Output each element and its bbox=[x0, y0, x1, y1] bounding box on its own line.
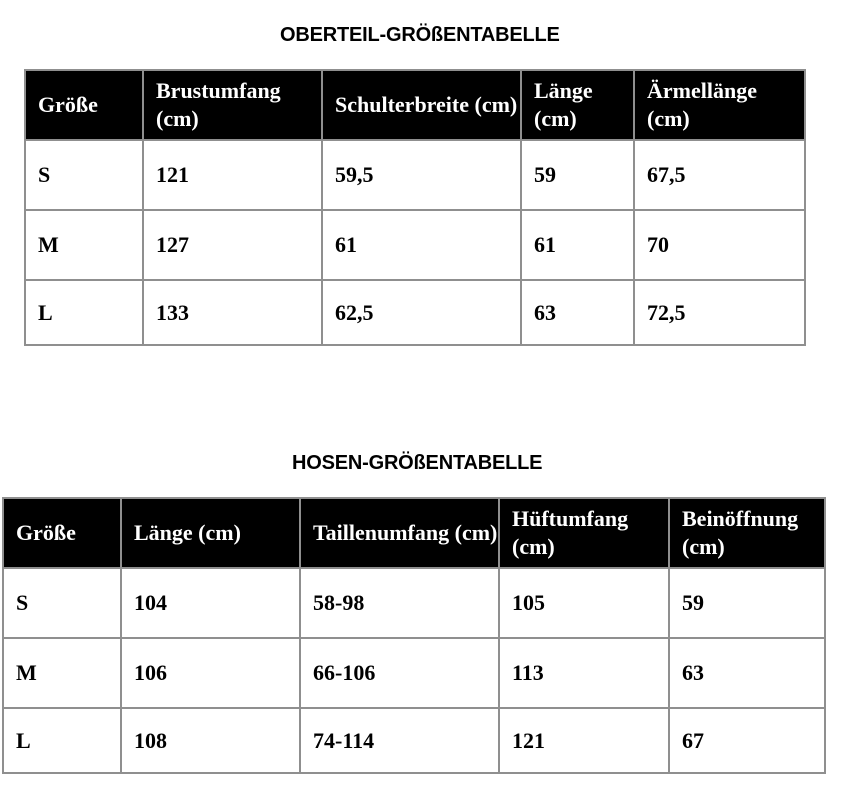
header-cell-shoulder: Schulterbreite (cm) bbox=[322, 70, 521, 140]
table-row bbox=[3, 568, 825, 638]
table-cell: 59,5 bbox=[322, 140, 521, 210]
table-cell: 127 bbox=[143, 210, 322, 280]
table-cell: M bbox=[3, 638, 121, 708]
table-cell: 72,5 bbox=[634, 280, 805, 345]
table-cell: 105 bbox=[499, 568, 669, 638]
table-header-row bbox=[3, 498, 825, 568]
table-row bbox=[3, 708, 825, 773]
table-cell: 58-98 bbox=[300, 568, 499, 638]
table-cell: 63 bbox=[669, 638, 825, 708]
table-cell: 67,5 bbox=[634, 140, 805, 210]
table-cell: M bbox=[25, 210, 143, 280]
tops-table-title: OBERTEIL-GRÖßENTABELLE bbox=[280, 24, 560, 46]
table-cell: 66-106 bbox=[300, 638, 499, 708]
table-cell: 106 bbox=[121, 638, 300, 708]
table-cell: L bbox=[25, 280, 143, 345]
table-cell: 62,5 bbox=[322, 280, 521, 345]
table-cell: 61 bbox=[521, 210, 634, 280]
table-cell: 133 bbox=[143, 280, 322, 345]
table-cell: 74-114 bbox=[300, 708, 499, 773]
table-cell: 121 bbox=[143, 140, 322, 210]
table-row bbox=[3, 638, 825, 708]
table-cell: 121 bbox=[499, 708, 669, 773]
pants-size-table bbox=[2, 497, 826, 774]
table-cell: 70 bbox=[634, 210, 805, 280]
table-cell: 61 bbox=[322, 210, 521, 280]
header-cell-length: Länge (cm) bbox=[521, 70, 634, 140]
header-cell-leg-opening: Beinöffnung (cm) bbox=[669, 498, 825, 568]
table-row bbox=[25, 280, 805, 345]
table-cell: 67 bbox=[669, 708, 825, 773]
table-cell: 108 bbox=[121, 708, 300, 773]
table-cell: 59 bbox=[669, 568, 825, 638]
table-header-row bbox=[25, 70, 805, 140]
table-row bbox=[25, 140, 805, 210]
header-cell-hip: Hüftumfang (cm) bbox=[499, 498, 669, 568]
header-cell-sleeve: Ärmellänge (cm) bbox=[634, 70, 805, 140]
table-cell: 104 bbox=[121, 568, 300, 638]
tops-size-table bbox=[24, 69, 806, 346]
table-row bbox=[25, 210, 805, 280]
table-cell: 113 bbox=[499, 638, 669, 708]
table-cell: L bbox=[3, 708, 121, 773]
table-cell: 59 bbox=[521, 140, 634, 210]
header-cell-length: Länge (cm) bbox=[121, 498, 300, 568]
header-cell-size: Größe bbox=[25, 70, 143, 140]
table-cell: S bbox=[25, 140, 143, 210]
header-cell-size: Größe bbox=[3, 498, 121, 568]
header-cell-waist: Taillenumfang (cm) bbox=[300, 498, 499, 568]
table-cell: S bbox=[3, 568, 121, 638]
pants-table-title: HOSEN-GRÖßENTABELLE bbox=[292, 452, 543, 474]
table-cell: 63 bbox=[521, 280, 634, 345]
header-cell-chest: Brustumfang (cm) bbox=[143, 70, 322, 140]
